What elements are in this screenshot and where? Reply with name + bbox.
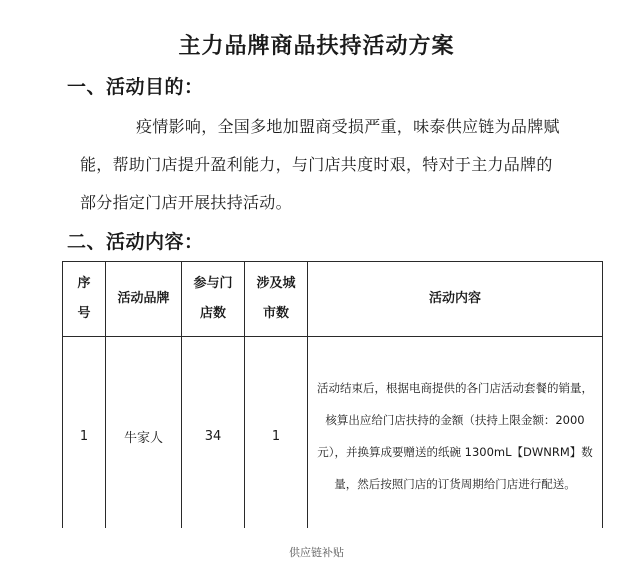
image-caption: 供应链补贴 [289, 546, 344, 559]
header-content: 活动内容 [308, 262, 603, 337]
header-cities-line2: 市数 [262, 306, 289, 321]
cell-content: 活动结束后，根据电商提供的各门店活动套餐的销量，核算出应给门店扶持的金额（扶持上限金额：2000 元），并换算成要赠送的纸碗 1300mL【DWNRM】数量，然后按照门店的订货周期给门店进行配送。 [308, 337, 603, 536]
header-stores-line1: 参与门 [193, 276, 233, 291]
table-header-row [63, 262, 603, 337]
activity-table [62, 261, 603, 536]
header-seq-line2: 号 [77, 306, 91, 321]
section-2-heading: 二、活动内容： [67, 231, 204, 253]
paragraph-line-1: 疫情影响，全国多地加盟商受损严重，味泰供应链为品牌赋 [136, 117, 560, 136]
header-brand: 活动品牌 [106, 262, 182, 337]
paragraph-line-2: 能，帮助门店提升盈利能力，与门店共度时艰，特对于主力品牌的 [80, 155, 553, 174]
header-seq [63, 262, 106, 337]
section-1-paragraph [80, 108, 590, 222]
document-title: 主力品牌商品扶持活动方案 [178, 34, 455, 59]
header-seq-line1: 序 [77, 276, 91, 291]
cell-cities: 1 [245, 337, 308, 536]
section-1-heading: 一、活动目的： [67, 76, 204, 98]
cell-stores: 34 [182, 337, 245, 536]
cell-seq: 1 [63, 337, 106, 536]
table-row [63, 337, 603, 536]
header-cities-line1: 涉及城 [256, 276, 296, 291]
header-cities [245, 262, 308, 337]
paragraph-line-3: 部分指定门店开展扶持活动。 [80, 193, 292, 212]
cell-brand: 牛家人 [106, 337, 182, 536]
header-stores-line2: 店数 [199, 306, 226, 321]
header-stores [182, 262, 245, 337]
